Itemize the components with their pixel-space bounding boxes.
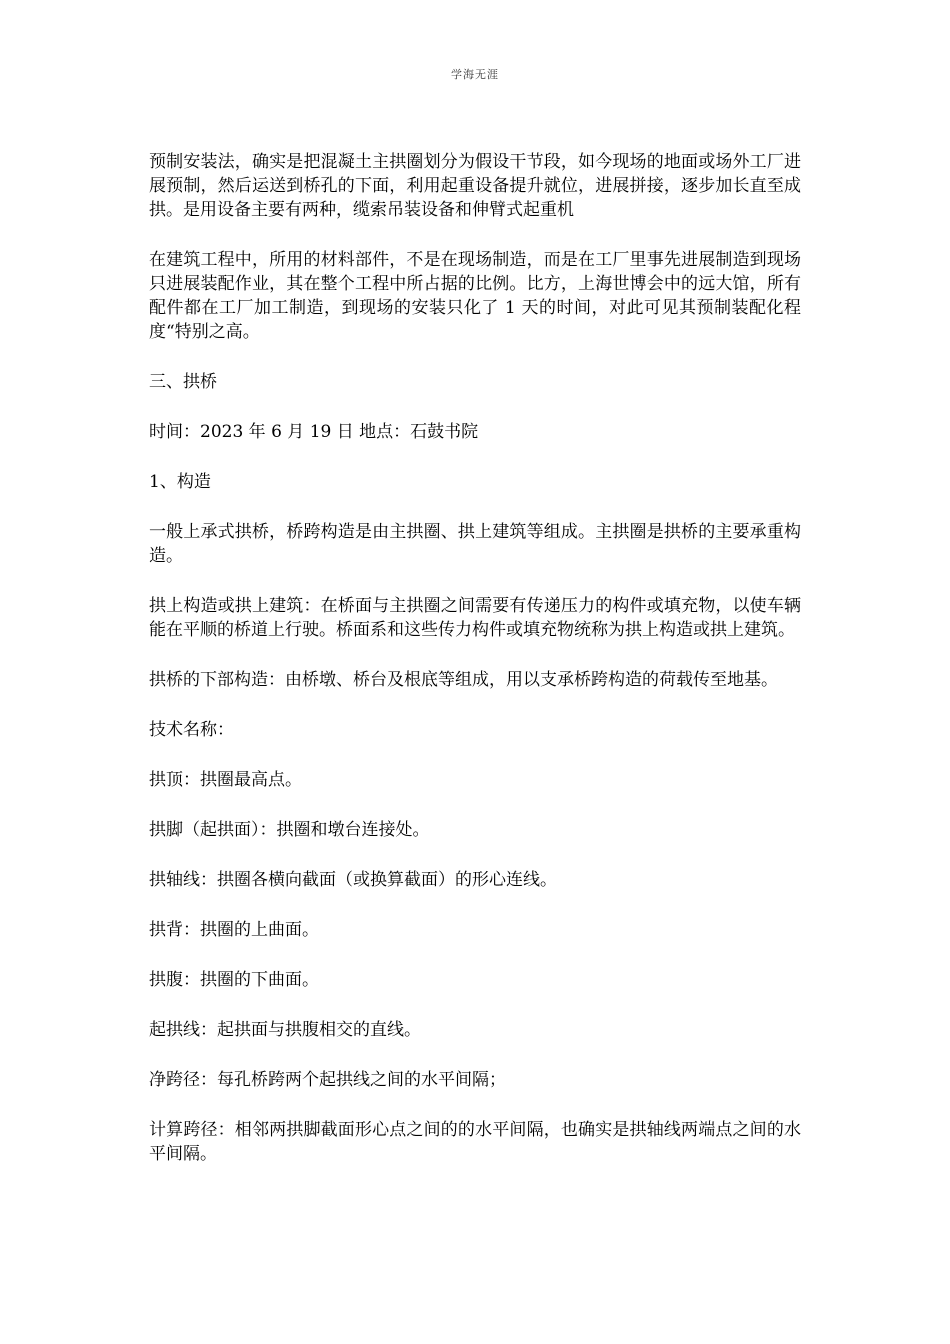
paragraph-technical-terms: 技术名称： — [149, 720, 234, 740]
term-springing: 拱脚（起拱面）：拱圈和墩台连接处。 — [149, 820, 430, 840]
term-springing-line: 起拱线：起拱面与拱腹相交的直线。 — [149, 1020, 421, 1040]
paragraph-prefab-method: 预制安装法，确实是把混凝土主拱圈划分为假设干节段，如今现场的地面或场外工厂进展预制，然后运送到桥孔的下面，利用起重设备提升就位，进展拼接，逐步加长直至成拱。是用设备主要有两种，缆索吊装设备和伸臂式起重机 — [149, 152, 801, 220]
term-extrados: 拱背：拱圈的上曲面。 — [149, 920, 319, 940]
section-heading-arch-bridge: 三、拱桥 — [149, 372, 217, 392]
subheading-structure: 1、构造 — [149, 472, 211, 492]
term-crown: 拱顶：拱圈最高点。 — [149, 770, 302, 790]
paragraph-prefab-assembly: 在建筑工程中，所用的材料部件，不是在现场制造，而是在工厂里事先进展制造到现场只进展装配作业，其在整个工程中所占据的比例。比方，上海世博会中的远大馆，所有配件都在工厂加工制造，到现场的安装只化了 1 天的时间，对此可见其预制装配化程度“特别之高。 — [149, 250, 801, 342]
term-calculated-span: 计算跨径：相邻两拱脚截面形心点之间的的水平间隔，也确实是拱轴线两端点之间的水平间隔。 — [149, 1120, 801, 1164]
paragraph-superstructure: 一般上承式拱桥，桥跨构造是由主拱圈、拱上建筑等组成。主拱圈是拱桥的主要承重构造。 — [149, 522, 801, 566]
term-arch-axis: 拱轴线：拱圈各横向截面（或换算截面）的形心连线。 — [149, 870, 557, 890]
page-header: 学海无涯 — [451, 68, 499, 81]
term-intrados: 拱腹：拱圈的下曲面。 — [149, 970, 319, 990]
document-body — [149, 150, 801, 1192]
paragraph-spandrel-structure: 拱上构造或拱上建筑：在桥面与主拱圈之间需要有传递压力的构件或填充物，以使车辆能在平顺的桥道上行驶。桥面系和这些传力构件或填充物统称为拱上构造或拱上建筑。 — [149, 596, 801, 640]
term-clear-span: 净跨径：每孔桥跨两个起拱线之间的水平间隔； — [149, 1070, 506, 1090]
paragraph-time-location: 时间：2023 年 6 月 19 日 地点：石鼓书院 — [149, 422, 479, 442]
paragraph-substructure: 拱桥的下部构造：由桥墩、桥台及根底等组成，用以支承桥跨构造的荷载传至地基。 — [149, 670, 778, 690]
